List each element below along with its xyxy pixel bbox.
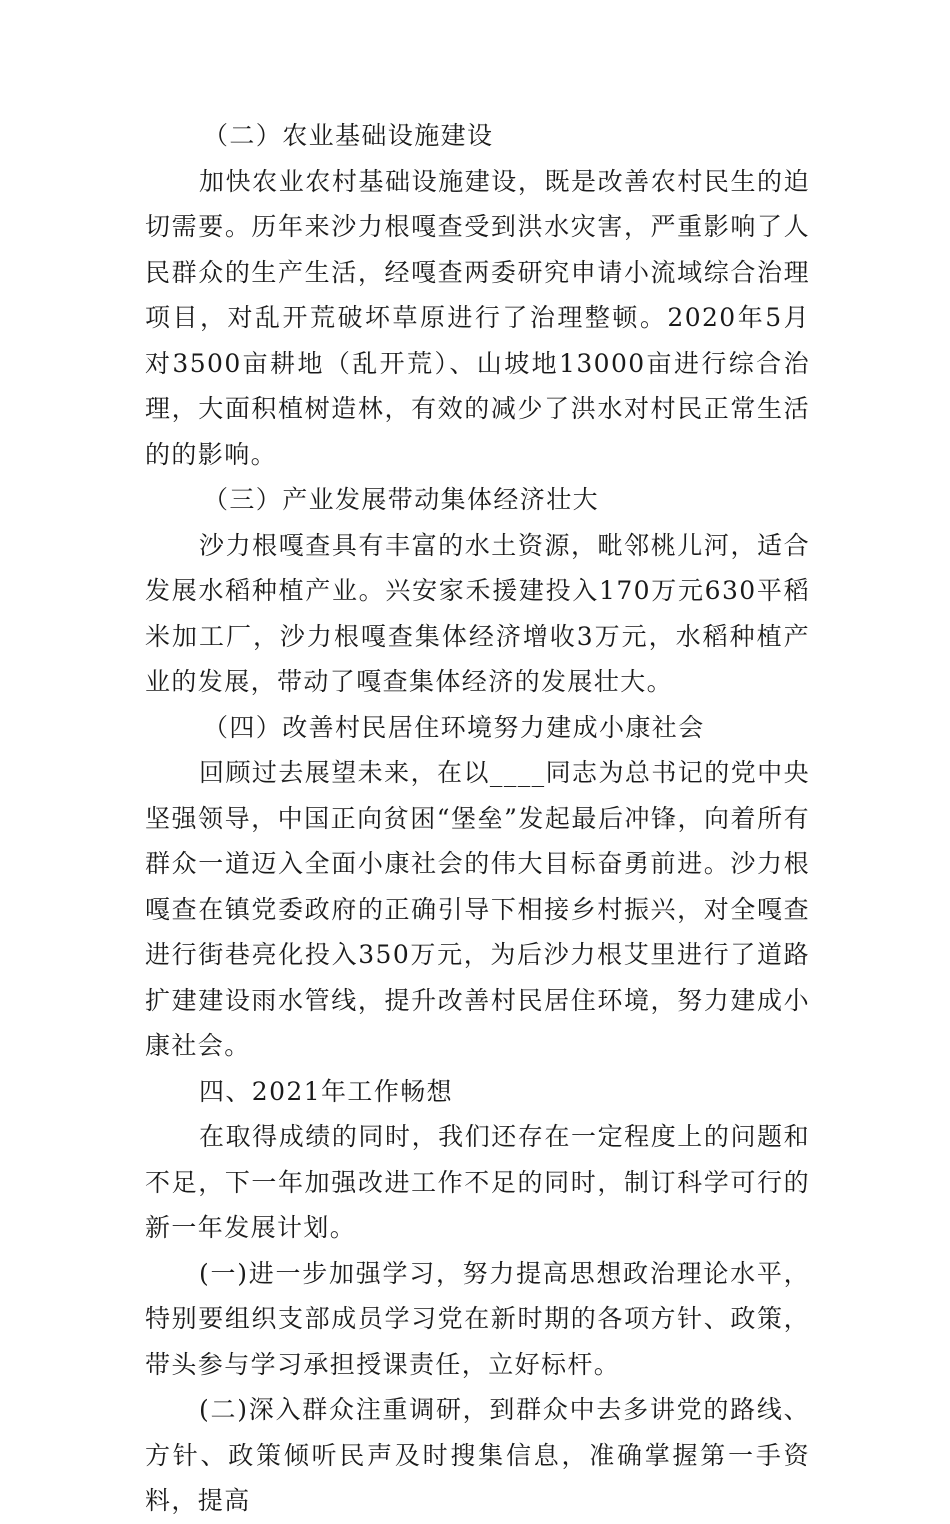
- paragraph-2021-intro: 在取得成绩的同时，我们还存在一定程度上的问题和不足，下一年加强改进工作不足的同时，制订科学可行的新一年发展计划。: [145, 1122, 810, 1242]
- document-body: [145, 113, 810, 1524]
- section-heading-living-environment: （四）改善村民居住环境努力建成小康社会: [203, 712, 705, 742]
- section-heading-industry: （三）产业发展带动集体经济壮大: [203, 485, 600, 514]
- section-heading-2021-plan: 四、2021年工作畅想: [199, 1076, 454, 1106]
- section-heading-infrastructure: （二）农业基础设施建设: [203, 121, 494, 150]
- plan-item-2: (二)深入群众注重调研，到群众中去多讲党的路线、方针、政策倾听民声及时搜集信息，准确掌握第一手资料，提高: [145, 1395, 810, 1515]
- plan-item-1: (一)进一步加强学习，努力提高思想政治理论水平，特别要组织支部成员学习党在新时期的各项方针、政策，带头参与学习承担授课责任，立好标杆。: [145, 1258, 810, 1379]
- paragraph-industry: 沙力根嘎查具有丰富的水土资源，毗邻桃儿河，适合发展水稻种植产业。兴安家禾援建投入170万元630平稻米加工厂，沙力根嘎查集体经济增收3万元，水稻种植产业的发展，带动了嘎查集体经济的发展壮大。: [145, 530, 810, 696]
- paragraph-infrastructure: 加快农业农村基础设施建设，既是改善农村民生的迫切需要。历年来沙力根嘎查受到洪水灾害，严重影响了人民群众的生产生活，经嘎查两委研究申请小流域综合治理项目，对乱开荒破坏草原进行了治理整顿。2020年5月对3500亩耕地（乱开荒）、山坡地13000亩进行综合治理，大面积植树造林，有效的减少了洪水对村民正常生活的的影响。: [145, 166, 810, 469]
- paragraph-living-environment: 回顾过去展望未来，在以____同志为总书记的党中央坚强领导，中国正向贫困“堡垒”发起最后冲锋，向着所有群众一道迈入全面小康社会的伟大目标奋勇前进。沙力根嘎查在镇党委政府的正确引导下相接乡村振兴，对全嘎查进行街巷亮化投入350万元，为后沙力根艾里进行了道路扩建建设雨水管线，提升改善村民居住环境，努力建成小康社会。: [145, 758, 810, 1060]
